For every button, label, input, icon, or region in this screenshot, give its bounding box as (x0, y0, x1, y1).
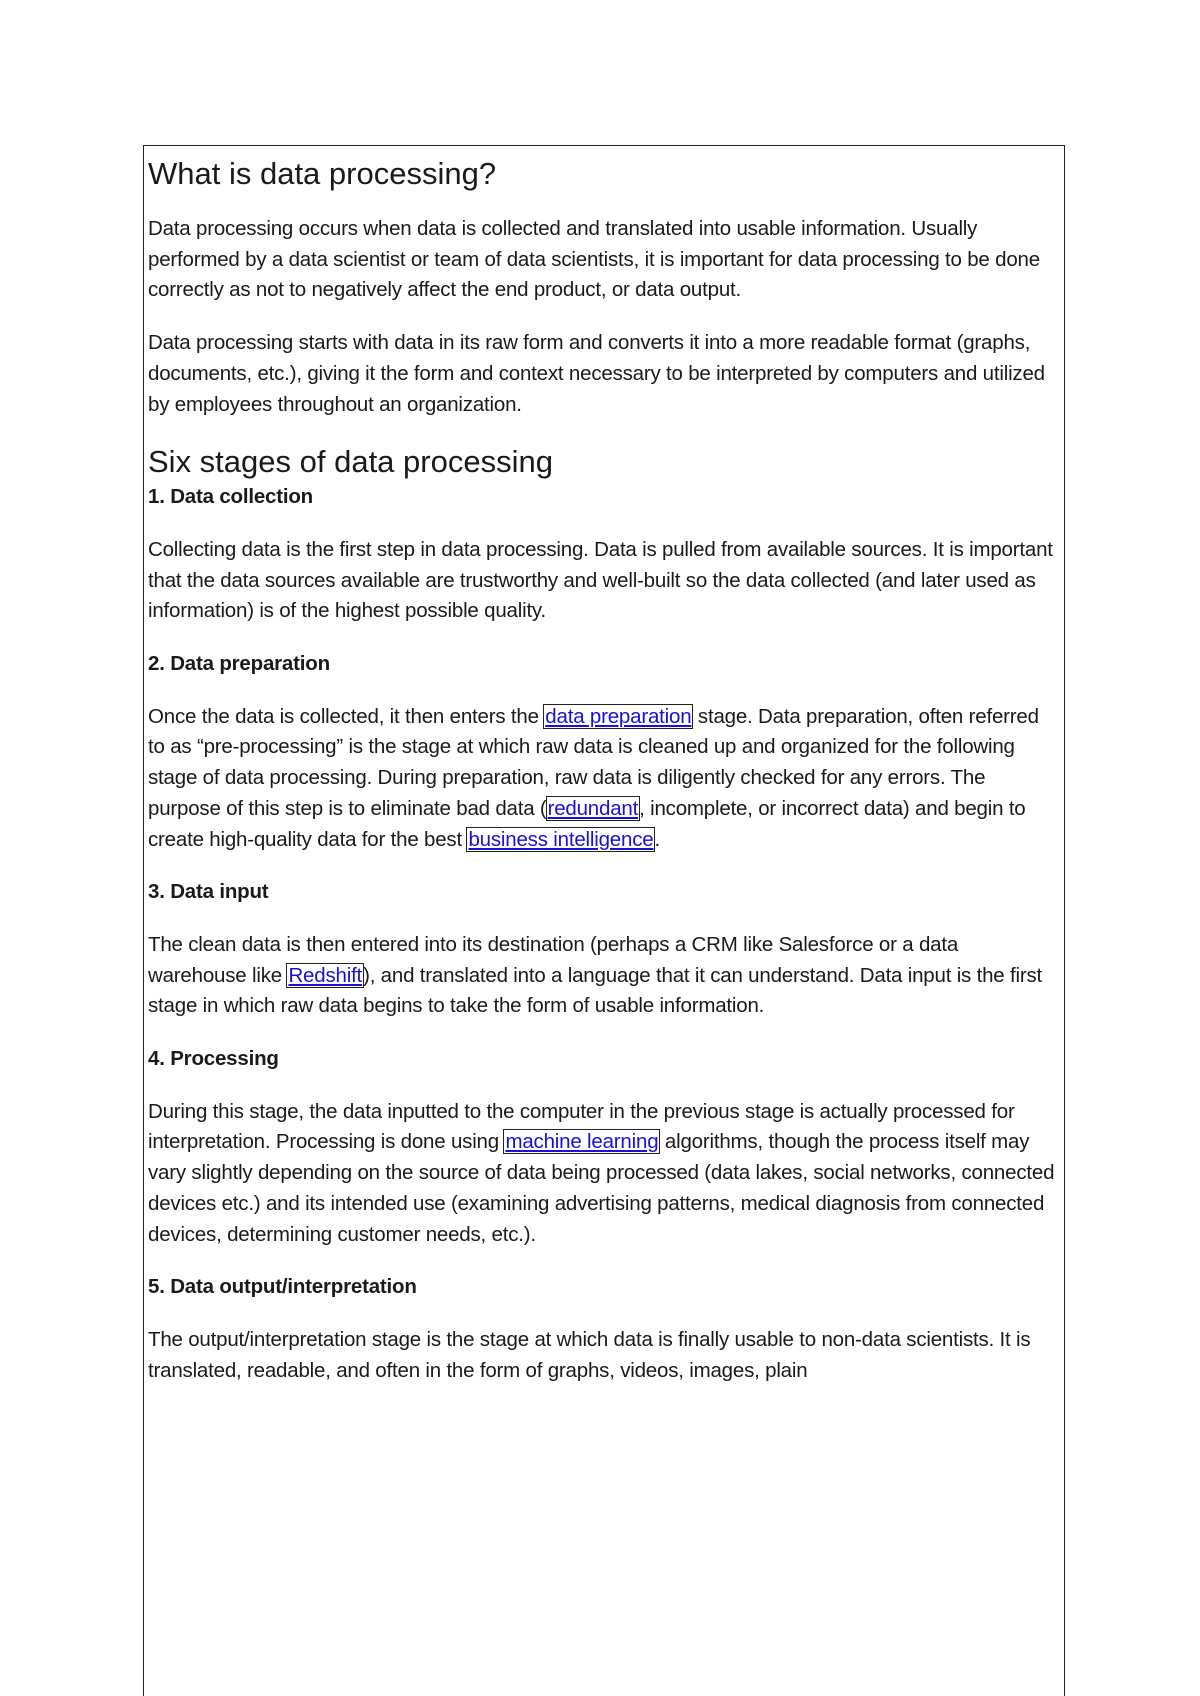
stage-1-text: Collecting data is the first step in data processing. Data is pulled from available sources. It is important that the data sources available are trustworthy and well-built so the data collected (and later used as information) is of the highest possible quality. (148, 537, 1053, 623)
stage-3-text (148, 930, 1060, 1022)
stage-2-text-part: Once the data is collected, it then enters the (148, 704, 545, 728)
stages-heading: Six stages of data processing (148, 444, 553, 480)
stage-4-text-part: algorithms, though the process itself may vary slightly depending on the source of data being processed (data lakes, social networks, connected devices etc.) and its intended use (examining advertising patterns, medical diagnosis from connected devices, determining customer needs, etc.). (148, 1130, 1055, 1246)
stage-4-text-part: During this stage, the data inputted to the computer in the previous stage is actually processed for interpretation. Processing is done using (148, 1099, 1015, 1154)
document-frame (143, 145, 1065, 1696)
stage-3-title: 3. Data input (148, 880, 269, 904)
machine-learning-link[interactable]: machine learning (505, 1130, 659, 1154)
intro-paragraph-2: Data processing starts with data in its raw form and converts it into a more readable format (graphs, documents, etc.), giving it the form and context necessary to be interpreted by computers and utilized by employees throughout an organization. (148, 331, 1045, 416)
stage-5-text: The output/interpretation stage is the stage at which data is finally usable to non-data scientists. It is translated, readable, and often in the form of graphs, videos, images, plain (148, 1327, 1031, 1382)
stage-2-text (148, 702, 1060, 856)
business-intelligence-link[interactable]: business intelligence (468, 827, 654, 851)
stage-2-title: 2. Data preparation (148, 652, 330, 676)
intro-paragraph-1: Data processing occurs when data is collected and translated into usable information. Usually performed by a data scientist or team of data scientists, it is important for data processing to be done correctly as not to negatively affect the end product, or data output. (148, 217, 1040, 302)
redshift-link[interactable]: Redshift (288, 963, 363, 987)
stage-4-text (148, 1097, 1060, 1251)
data-preparation-link[interactable]: data preparation (545, 704, 692, 728)
stage-3-text-part: ), and translated into a language that it can understand. Data input is the first stage in which raw data begins to take the form of usable information. (148, 963, 1043, 1018)
page-title: What is data processing? (148, 156, 497, 191)
stage-2-text-part: stage. Data preparation, often referred to as “pre-processing” is the stage at which raw data is cleaned up and organized for the following stage of data processing. During preparation, raw data is diligently checked for any errors. The purpose of this step is to eliminate bad data ( (148, 704, 1039, 820)
redundant-link[interactable]: redundant (547, 796, 639, 820)
stage-4-title: 4. Processing (148, 1047, 279, 1071)
stage-2-text-part: . (654, 827, 660, 851)
stage-1-title: 1. Data collection (148, 485, 314, 509)
stage-3-text-part: The clean data is then entered into its destination (perhaps a CRM like Salesforce or a data warehouse like (148, 932, 959, 987)
stage-2-text-part: , incomplete, or incorrect data) and begin to create high-quality data for the best (148, 796, 1026, 851)
stage-5-title: 5. Data output/interpretation (148, 1275, 417, 1299)
